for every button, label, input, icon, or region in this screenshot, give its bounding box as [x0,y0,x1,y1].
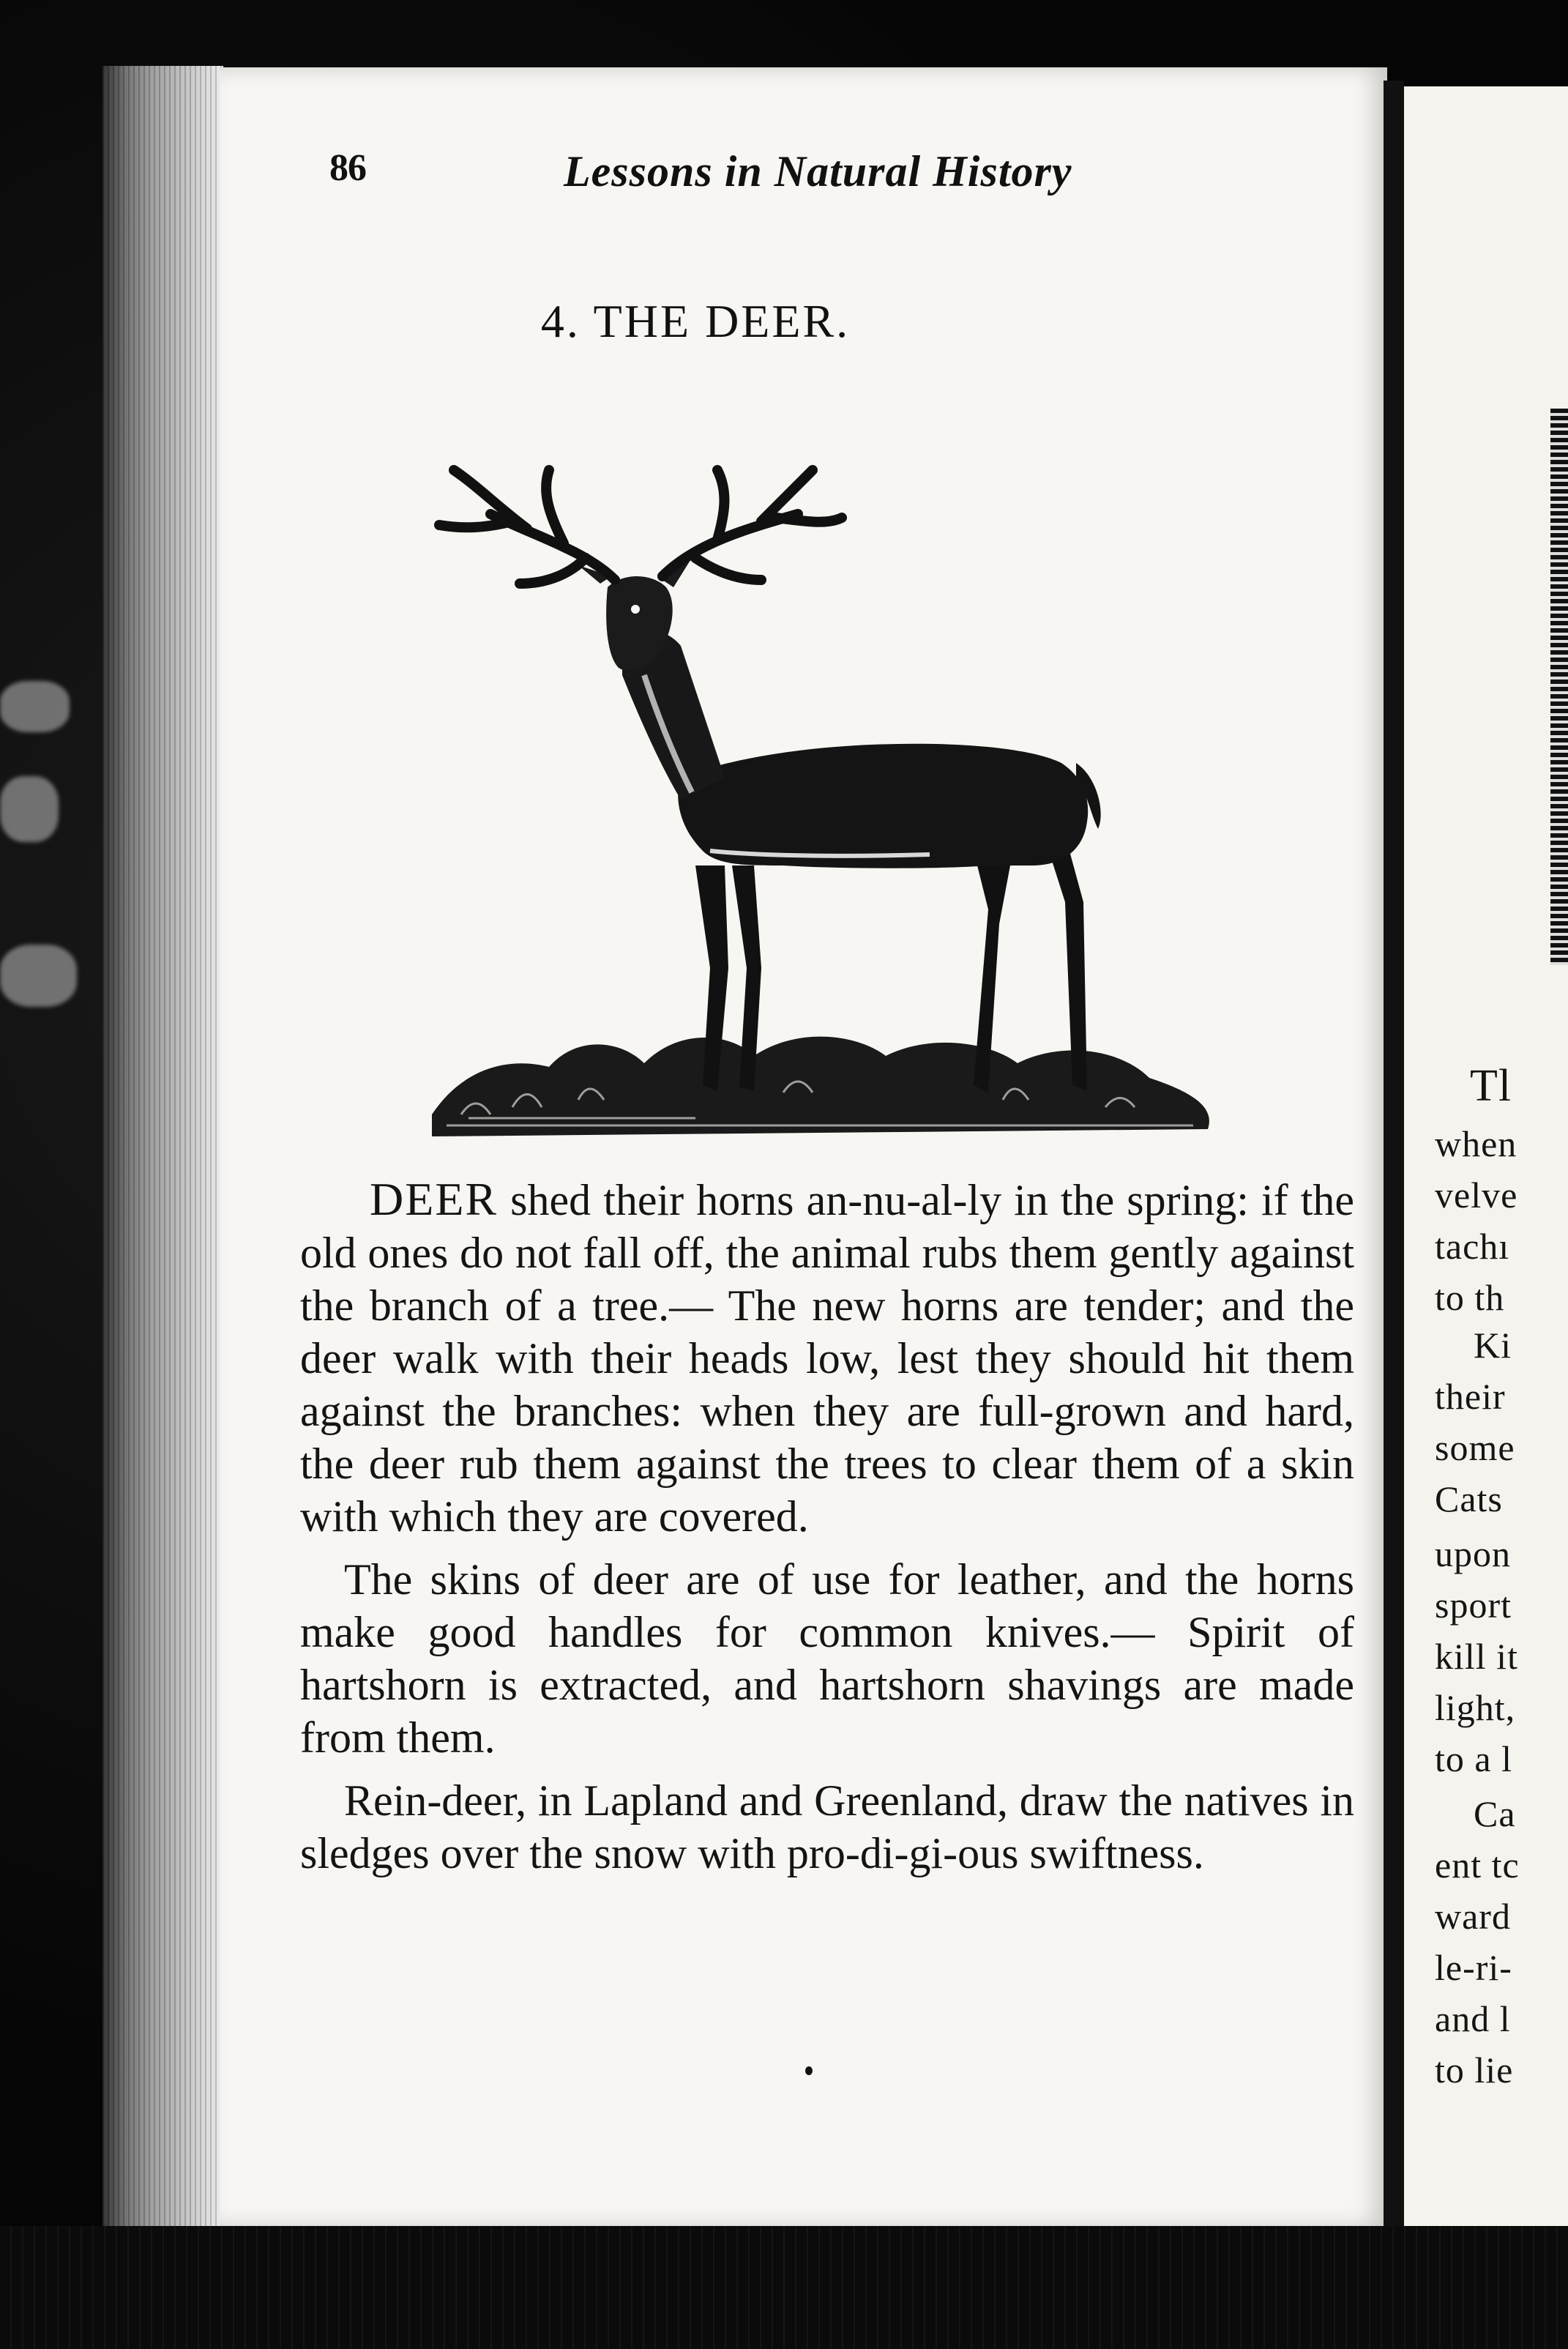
right-page-line: to a l [1435,1738,1512,1779]
deer-body [678,744,1088,868]
smudge-mark [0,945,77,1007]
smudge-mark [0,776,59,842]
ink-speck [805,2066,813,2075]
book-gutter [1384,81,1404,2233]
page-edge-stack [102,66,223,2230]
right-page-line: Tl [1470,1061,1512,1111]
scanner-bottom-strip [0,2226,1568,2349]
paragraph-1 [300,1173,1354,1543]
right-page-line: their [1435,1376,1506,1417]
right-page-line: ward [1435,1896,1511,1937]
right-page-line: upon [1435,1533,1511,1574]
running-title: Lessons in Natural History [564,147,1072,196]
right-page-line: Cats [1435,1478,1503,1519]
lead-word: DEER [370,1173,499,1225]
right-page-line: to th [1435,1277,1505,1318]
right-page-line: some [1435,1427,1515,1468]
deer-antlers [439,470,842,584]
right-page-line: light, [1435,1687,1516,1728]
right-page-line: to lie [1435,2050,1514,2091]
page-number: 86 [329,147,366,189]
right-page-line: kill it [1435,1636,1518,1677]
right-page-line: tachı [1435,1226,1510,1267]
deer-woodcut-icon [403,455,1244,1173]
book-page-left [220,67,1387,2227]
right-page-line: le-ri- [1435,1947,1512,1988]
right-illustration-edge [1550,409,1568,965]
right-page-line: Ki [1474,1325,1512,1366]
chapter-title: 4. THE DEER. [540,295,851,347]
smudge-mark [0,681,70,732]
book-page-right [1404,86,1568,2239]
body-text [300,1173,1354,1890]
paragraph-3: Rein-deer, in Lapland and Greenland, draw the natives in sledges over the snow with pro-di-gi-ous swiftness. [300,1776,1354,1877]
right-page-line: velve [1435,1174,1518,1216]
right-page-line: ent tc [1435,1844,1520,1885]
right-page-line: when [1435,1123,1517,1164]
right-page-line: sport [1435,1585,1512,1626]
paragraph-1-text: shed their horns an-nu-al-ly in the spring: if the old ones do not fall off, the animal rubs them gently against the branch of a tree.— The new horns are tender; and the deer walk with their heads low, lest they should hit them against the branches: when they are full-grown and hard, the deer rub them against the trees to clear them of a skin with which they are covered. [300,1176,1354,1541]
right-page-line: and l [1435,1998,1511,2039]
grass-ground [432,1037,1209,1136]
right-page-line: Ca [1474,1793,1516,1834]
paragraph-2: The skins of deer are of use for leather, and the horns make good handles for common knives.— Spirit of hartshorn is extracted, and hartshorn shavings are made from them. [300,1555,1354,1762]
